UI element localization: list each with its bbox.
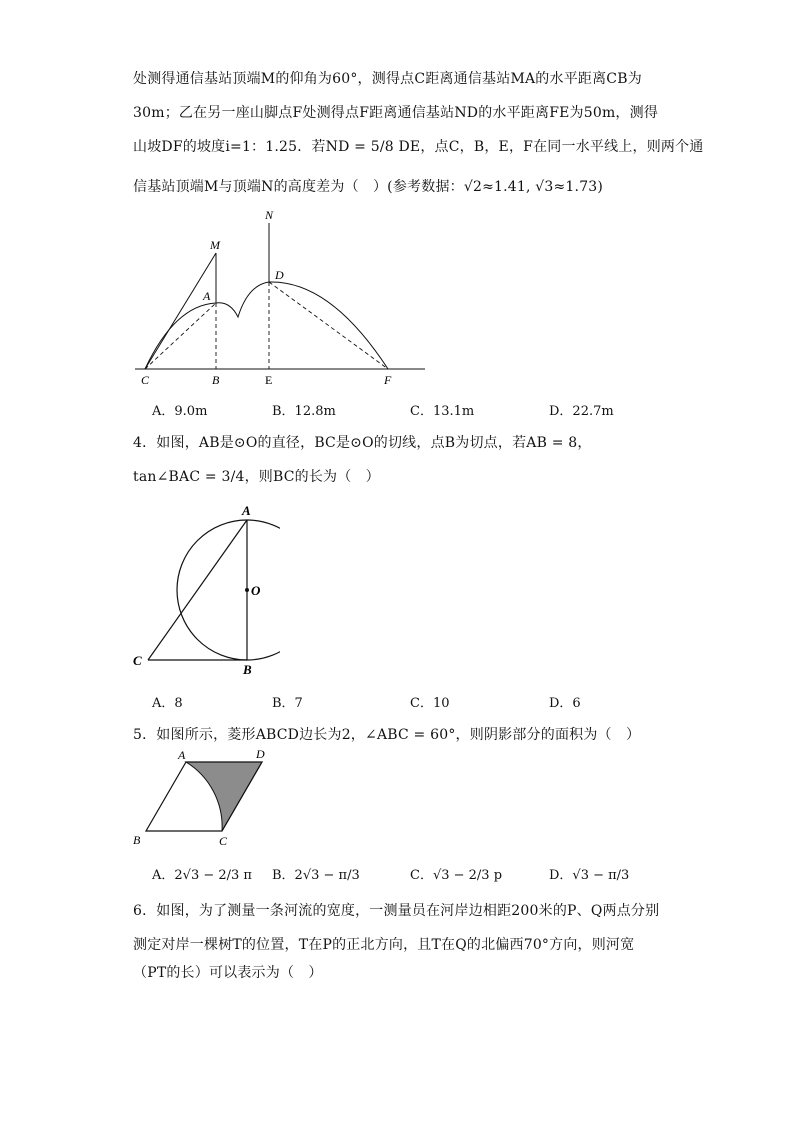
q3-option-d: D．22.7m xyxy=(549,404,614,419)
label-c: C xyxy=(141,373,150,387)
q3-option-a: A．9.0m xyxy=(152,404,208,419)
label-m: M xyxy=(210,238,220,252)
dash-df xyxy=(269,282,388,369)
label-a: A xyxy=(203,289,211,303)
mountain-curve xyxy=(145,282,388,369)
label-c: C xyxy=(219,834,228,848)
label-b: B xyxy=(243,662,252,677)
label-b: B xyxy=(133,833,141,847)
label-d: D xyxy=(275,268,284,282)
label-c: C xyxy=(133,653,142,668)
label-a: A xyxy=(242,503,251,518)
q4-option-c: C．10 xyxy=(410,696,450,711)
label-n: N xyxy=(265,208,274,222)
q3-option-b: B．12.8m xyxy=(272,404,336,419)
line-cm xyxy=(145,253,216,369)
q6-line-3: （PT的长）可以表示为（ ） xyxy=(133,965,323,981)
label-d: D xyxy=(256,747,265,761)
q3-option-c: C．13.1m xyxy=(410,404,475,419)
label-e: E xyxy=(265,373,273,387)
label-o: O xyxy=(251,583,261,598)
label-a: A xyxy=(178,748,186,762)
q4-option-b: B．7 xyxy=(272,696,303,711)
shaded-region xyxy=(186,762,262,831)
q4-line-2: tan∠BAC = 3/4，则BC的长为（ ） xyxy=(133,469,380,485)
label-f: F xyxy=(384,373,392,387)
q6-line-2: 测定对岸一棵树T的位置，T在P的正北方向，且T在Q的北偏西70°方向，则河宽 xyxy=(133,937,635,953)
dash-ca xyxy=(145,303,216,369)
q3-line-3: 山坡DF的坡度i=1：1.25．若ND = 5/8 DE，点C，B，E，F在同一水平线上，则两个通 xyxy=(133,139,704,155)
label-b: B xyxy=(212,373,220,387)
q4-option-a: A．8 xyxy=(152,696,183,711)
q6-line-1: 6．如图，为了测量一条河流的宽度，一测量员在河岸边相距200米的P、Q两点分别 xyxy=(133,903,660,919)
center-dot xyxy=(245,588,249,592)
q3-line-4: 信基站顶端M与顶端N的高度差为（ ）(参考数据：√2≈1.41, √3≈1.73) xyxy=(133,179,604,195)
q5-line-1: 5．如图所示，菱形ABCD边长为2，∠ABC = 60°，则阴影部分的面积为（ ） xyxy=(133,727,641,743)
q4-line-1: 4．如图，AB是⊙O的直径，BC是⊙O的切线，点B为切点，若AB = 8， xyxy=(133,435,592,451)
q5-option-d: D．√3 − π/3 xyxy=(549,868,630,883)
q3-line-1: 处测得通信基站顶端M的仰角为60°，测得点C距离通信基站MA的水平距离CB为 xyxy=(133,71,642,87)
q4-option-d: D．6 xyxy=(549,696,581,711)
q5-option-b: B．2√3 − π/3 xyxy=(272,868,360,883)
circle-o xyxy=(177,520,280,660)
q4-circle-figure xyxy=(130,500,280,680)
q3-mountain-figure xyxy=(130,205,430,390)
q5-option-c: C．√3 − 2/3 p xyxy=(410,868,503,883)
q3-line-2: 30m；乙在另一座山脚点F处测得点F距离通信基站ND的水平距离FE为50m，测得 xyxy=(133,105,659,121)
q5-option-a: A．2√3 − 2/3 π xyxy=(152,868,252,883)
q5-rhombus-figure xyxy=(130,745,280,850)
